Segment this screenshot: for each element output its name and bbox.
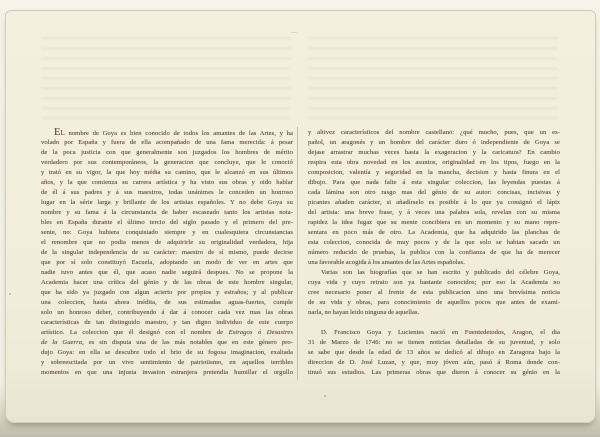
text-line: de él á sus padres y á sus maestros, todas unánimes le conceden un honroso bbox=[41, 189, 293, 196]
text-line: nombre y su fama á la circunstancia de haber escaseado tanto los artistas nota- bbox=[41, 209, 293, 216]
text-line: y trató en su vigor, la que hoy média su camino, que le alcanzó en sus últimos bbox=[41, 169, 293, 176]
text-line: solo un honroso deber, contribuyendo á dar á conocer cada vez mas las obras bbox=[41, 309, 293, 316]
text-line: pañol, un aragonés y un hombre del carácter duro ó independiente de Goya se bbox=[308, 139, 560, 146]
text-line: se sabe que desde la edad de 13 años se dedicó al dibujo en Zaragoza bajo la bbox=[308, 349, 560, 356]
text-line: artístico. La coleccion que él designó con el nombre de Estragos ó Desastres bbox=[41, 329, 293, 336]
text-line: dujo Goya: en ella se descubre todo el brio de su fogosa imaginacion, exaltada bbox=[41, 349, 293, 356]
text-line: cada lámina son otro rasgo mas del génio de su autor: concisas, incisivas y bbox=[308, 189, 560, 196]
text-line: tinuó sus estudios. Las primeras obras que dieron á conocer su génio en la bbox=[308, 369, 560, 376]
text-line: picantes añaden carácter, si añadírselo es posible á lo que ya consignó el lápiz bbox=[308, 199, 560, 206]
text-line: respira esta obra novedad en los asuntos, originalidad en los tipos, fuego en la bbox=[308, 159, 560, 166]
text-line: dejase arrastrar muchas veces hasta la exageracion y la caricatura? En cambio bbox=[308, 149, 560, 156]
text-line: cuya vida y cuyo retrato son ya bastante conocidos; por eso la Academia no bbox=[308, 279, 560, 286]
showthrough-right bbox=[308, 31, 558, 121]
text-line: verdadero por sus contemporáneos, la generacion que concluye, que le conoció bbox=[41, 159, 293, 166]
text-line: bles en España durante el último tercio del siglo pasado y el primero del pre- bbox=[41, 219, 293, 226]
text-line: esta coleccion, conocida de muy pocos y de la que solo se habian sacado un bbox=[308, 239, 560, 246]
text-line: y sobreescitada por un vivo sentimiento de patriotismo, en aquellos terribles bbox=[41, 359, 293, 366]
right-text-column bbox=[308, 128, 560, 378]
showthrough-left bbox=[41, 31, 291, 121]
text-line: narla, no hayan leido ninguna de aquellas. bbox=[308, 309, 420, 316]
drop-cap-smallcap: L bbox=[60, 129, 65, 137]
text-line: Varias son las biografías que se han escrito y publicado del célebre Goya, bbox=[321, 269, 560, 276]
paper-speck bbox=[9, 293, 11, 295]
text-line: características de tan distinguido maestro, y tan digno individuo de este cuerpo bbox=[41, 319, 293, 326]
text-line: una favorable acogida á los amantes de las Artes españolas. bbox=[308, 259, 465, 266]
text-line: del artista: una breve frase, y á veces una palabra sola, revelan con su misma bbox=[308, 209, 560, 216]
text-line: de la Guerra, es sin disputa una de las más notables que en este género pro- bbox=[41, 339, 293, 346]
text-line: sentara en poco más de otro. La Academia, que ha adquirido las planchas de bbox=[308, 229, 560, 236]
text-line: 31 de Marzo de 1746: no se tienen noticias detalladas de su juventud, y solo bbox=[308, 339, 560, 346]
paper-speck bbox=[324, 395, 326, 397]
text-line: volado por España y fuera de ella acompañado de una fama merecida: á pesar bbox=[41, 139, 293, 146]
text-line: el renombre que no podia menos de adquirirle su originalidad verdadera, hija bbox=[41, 239, 293, 246]
paper-speck bbox=[291, 32, 297, 33]
text-line: momentos en que una injusta invasion estranjera pretendia humillar el orgullo bbox=[41, 369, 293, 376]
page-sheet bbox=[5, 10, 596, 423]
text-line: composicion, valentía y seguridad en la mancha, decision y hasta finura en el bbox=[308, 169, 560, 176]
text-line: y altivez característicos del nombre castellano: ¿qué mucho, pues, que un es- bbox=[308, 129, 560, 136]
text-line: rapidez la idea fugaz que su mente concibiera en un momento y su mano repre- bbox=[308, 219, 560, 226]
text-line: nadie tuvo antes que él, que acaso nadie seguirá despues. No se propone la bbox=[41, 269, 293, 276]
text-line: lugar en la série larga y brillante de los artistas españoles. Y no debe Goya su bbox=[41, 199, 293, 206]
text-line: de la singular independencia de su carácter: maestro de sí mismo, puede decirse bbox=[41, 249, 293, 256]
column-divider-rule bbox=[297, 127, 298, 380]
text-line: Academia hacer una crítica del génio y de las obras de este hombre singular, bbox=[41, 279, 293, 286]
text-line: de la poca justicia con que generalmente son juzgados los hombres de mérito bbox=[41, 149, 293, 156]
text-line: EL nombre de Goya es bien conocido de todos los amantes de las Artes, y ha bbox=[54, 128, 293, 138]
text-line: número reducido de pruebas, la publica con la confianza de que ha de merecer bbox=[308, 249, 560, 256]
left-text-column bbox=[41, 128, 293, 378]
text-line: que por sí solo constituyó Escuela, adoptando un modo de ver en artes que bbox=[41, 259, 293, 266]
text-line: cree necesario poner al frente de esta publicacion sino una brevísima noticia bbox=[308, 289, 560, 296]
text-line: años, y la que comienza su carrera artística y ha visto sus obras y oido hablar bbox=[41, 179, 293, 186]
text-line: una coleccion, hasta ahora inédita, de sus estimadas aguas-fuertes, cumple bbox=[41, 299, 293, 306]
text-line: dibujo. Para que nada falte á esta singular coleccion, las leyendas puestas á bbox=[308, 179, 560, 186]
text-line: de su vida y obras, para conocimiento de aquellos pocos que antes de exami- bbox=[308, 299, 560, 306]
text-line: direccion de D. José Luzan, y que, muy jóven aún, pasó á Roma donde con- bbox=[308, 359, 560, 366]
text-line: que ha sido ya juzgado con algun acierto por propios y estraños; y al publicar bbox=[41, 289, 293, 296]
drop-cap: E bbox=[54, 128, 61, 138]
text-line: sente, no: Goya hubiera conquistado siempre y en cualesquiera circunstancias bbox=[41, 229, 293, 236]
text-line: D. Francisco Goya y Lucientes nació en Fuentedetodos, Aragon, el dia bbox=[321, 329, 560, 336]
